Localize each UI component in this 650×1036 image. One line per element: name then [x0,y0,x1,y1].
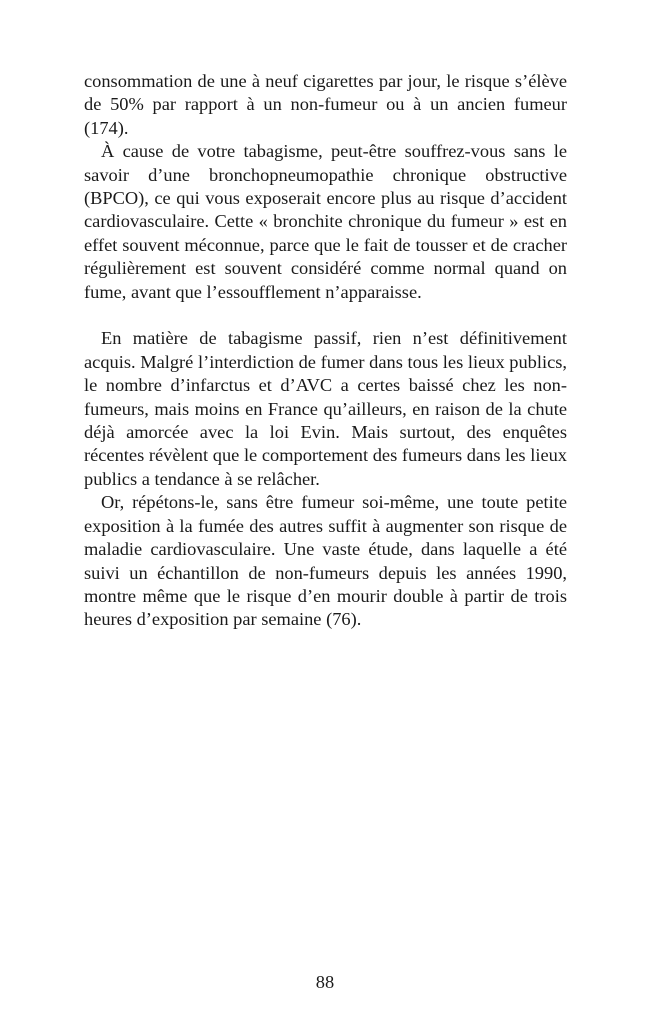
paragraph-passive-smoking: En matière de tabagisme passif, rien n’est définitivement acquis. Malgré l’interdiction de fumer dans tous les lieux publics, le nombre d’infarctus et d’AVC a certes baissé chez les non-fumeurs, mais moins en France qu’ailleurs, en raison de la chute déjà amorcée avec la loi Evin. Mais surtout, des enquêtes récentes révèlent que le comportement des fumeurs dans les lieux publics a tendance à se relâcher. [84,328,567,489]
section-break [84,304,567,327]
paragraph-exposure-risk: Or, répétons-le, sans être fumeur soi-même, une toute petite exposition à la fumée des autres suffit à augmenter son risque de maladie cardiovasculaire. Une vaste étude, dans laquelle a été suivi un échantillon de non-fumeurs depuis les années 1990, montre même que le risque d’en mourir double à partir de trois heures d’exposition par semaine (76). [84,492,567,630]
body-text [84,70,567,632]
paragraph-continuation: consommation de une à neuf cigarettes par jour, le risque s’élève de 50% par rapport à un non-fumeur ou à un ancien fumeur (174). [84,71,567,138]
page-number: 88 [315,972,335,992]
paragraph-bpco: À cause de votre tabagisme, peut-être souffrez-vous sans le savoir d’une bronchopneumopathie chronique obstructive (BPCO), ce qui vous exposerait encore plus au risque d’accident cardiovasculaire. Cette « bronchite chronique du fumeur » est en effet souvent méconnue, parce que le fait de tousser et de cracher régulièrement est souvent considéré comme normal quand on fume, avant que l’essoufflement n’apparaisse. [84,141,567,302]
